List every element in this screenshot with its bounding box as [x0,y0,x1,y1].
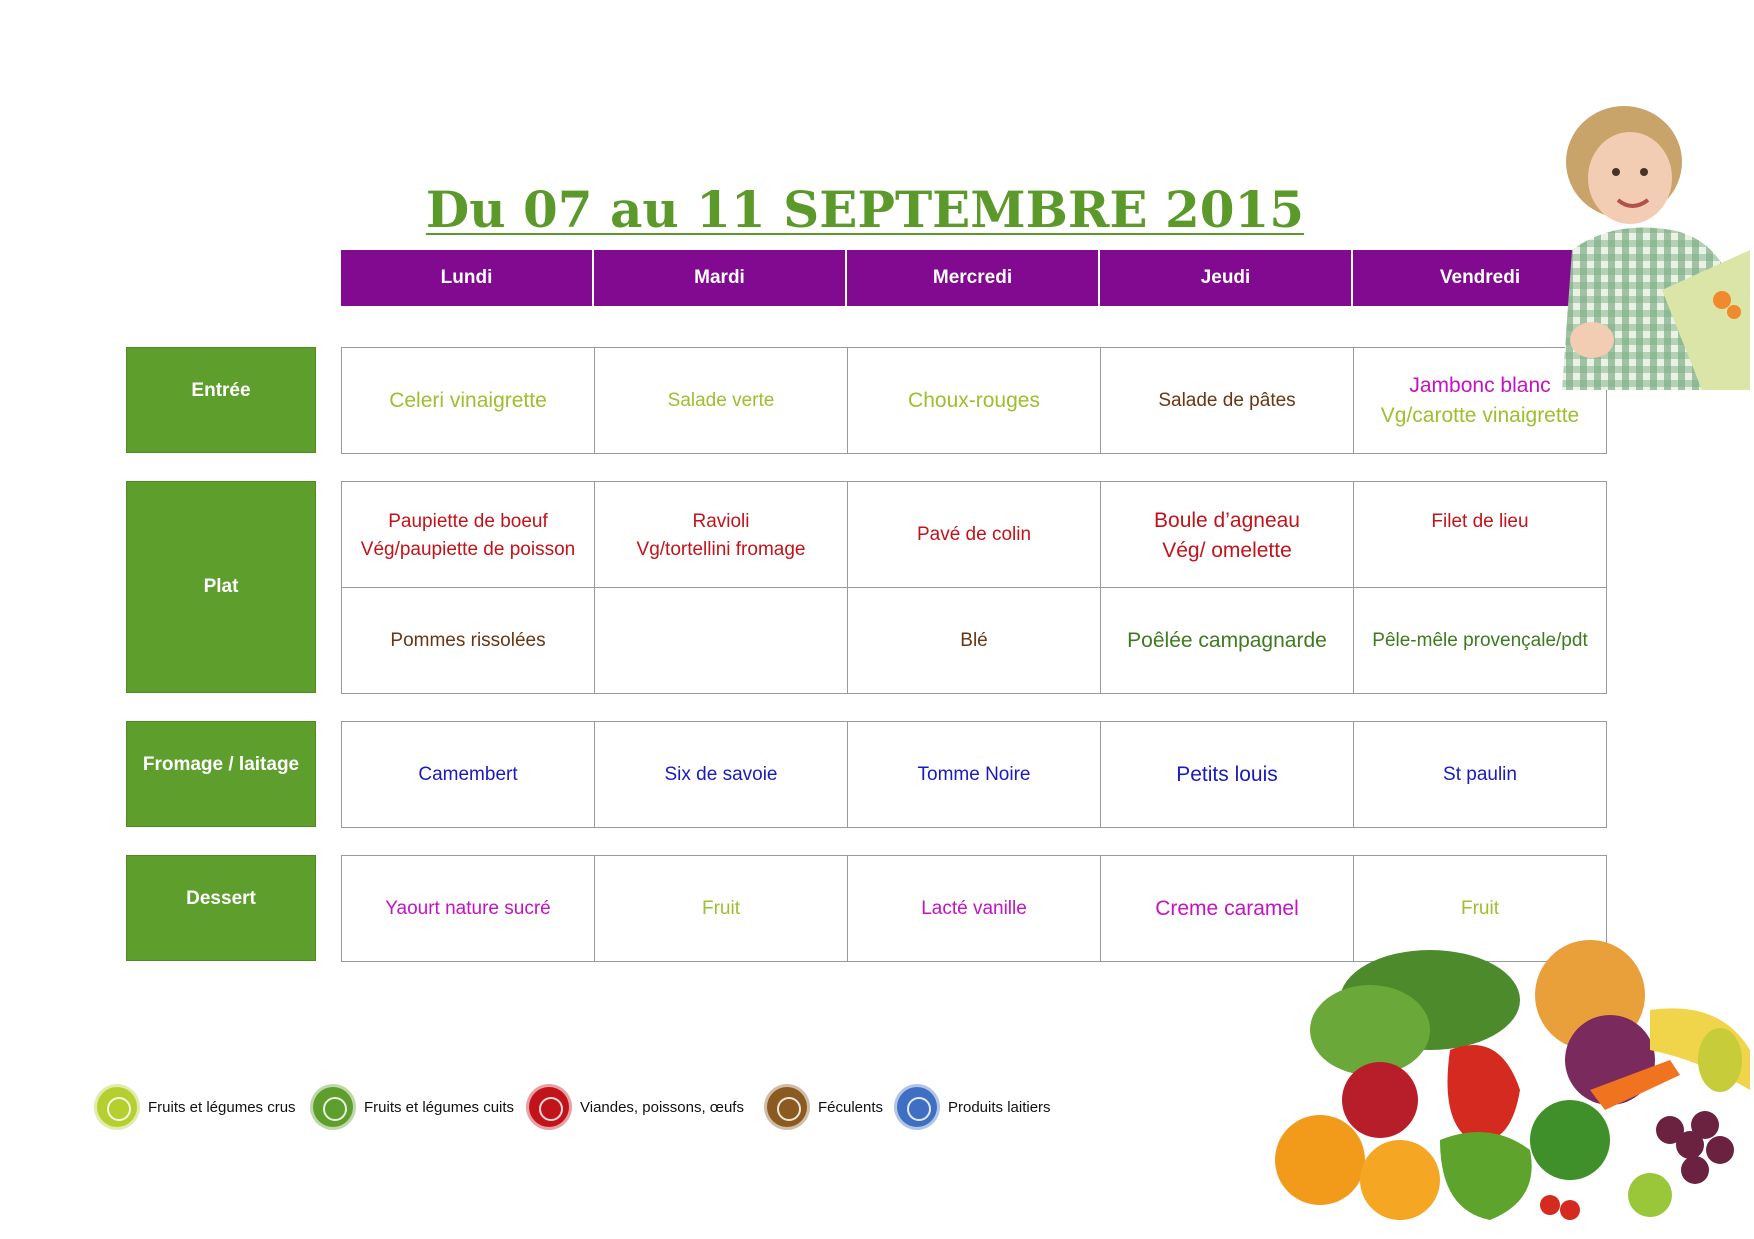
legend-label: Produits laitiers [948,1098,1051,1116]
plat-main-cell-mercredi [847,481,1101,588]
day-header-jeudi: Jeudi [1100,250,1353,306]
dish-text: Salade verte [667,389,775,411]
dish-text: Pommes rissolées [390,629,546,651]
vegetables-illustration [1250,940,1754,1230]
dish-text: Fruit [702,897,740,919]
dish-text: Jambonc blanc [1409,373,1551,397]
dish-text: Filet de lieu [1431,511,1529,532]
dessert-cell-lundi [341,855,595,962]
legend-item-cuits [310,1084,514,1130]
entree-cell-lundi [341,347,595,454]
dish-text: Pavé de colin [916,523,1032,545]
dish-text: Tomme Noire [917,763,1031,785]
dessert-cell-mardi [594,855,848,962]
legend-label: Féculents [818,1098,884,1116]
dish-text: St paulin [1443,763,1517,785]
dish-text: Boule d’agneau [1154,509,1300,532]
fromage-cell-jeudi [1100,721,1354,828]
dish-text: Pêle-mêle provençale/pdt [1372,629,1588,651]
plat-side-cell-vendredi [1353,587,1607,694]
dish-text: Vg/tortellini fromage [636,539,806,560]
dish-text: Vg/carotte vinaigrette [1380,403,1580,427]
entree-cell-mardi [594,347,848,454]
dish-text: Petits louis [1176,762,1278,786]
fromage-cell-lundi [341,721,595,828]
legend-label: Viandes, poissons, œufs [580,1098,744,1116]
plat-main-cell-jeudi [1100,481,1354,588]
dish-text: Paupiette de boeuf [388,511,548,532]
dish-text: Yaourt nature sucré [385,897,551,919]
dish-text: Choux-rouges [908,388,1040,412]
row-label-fromage: Fromage / laitage [126,721,316,827]
plat-main-cell-mardi [594,481,848,588]
entree-cell-mercredi [847,347,1101,454]
fromage-cell-mercredi [847,721,1101,828]
dish-text: Poêlée campagnarde [1127,628,1327,652]
dish-text: Blé [960,629,988,651]
feculents-badge-icon [764,1084,810,1130]
row-label-dessert: Dessert [126,855,316,961]
day-header-vendredi: Vendredi [1353,250,1607,306]
dish-text: Ravioli [692,511,750,532]
dish-text: Camembert [418,763,518,785]
legend-item-feculents [764,1084,883,1130]
fromage-cell-vendredi [1353,721,1607,828]
fruits-legumes-cuits-badge-icon [310,1084,356,1130]
child-photo-illustration [1552,100,1750,390]
legend-item-laitiers [894,1084,1051,1130]
day-header-lundi: Lundi [341,250,594,306]
dessert-cell-mercredi [847,855,1101,962]
plat-main-cell-vendredi [1353,481,1607,588]
dish-text: Lacté vanille [921,897,1027,919]
produits-laitiers-badge-icon [894,1084,940,1130]
menu-title: Du 07 au 11 SEPTEMBRE 2015 [425,180,1305,239]
plat-side-cell-mardi [594,587,848,694]
fromage-cell-mardi [594,721,848,828]
fruits-legumes-crus-badge-icon [94,1084,140,1130]
dish-text: Six de savoie [664,763,778,785]
row-label-entree: Entrée [126,347,316,453]
legend-item-crus [94,1084,296,1130]
plat-side-cell-mercredi [847,587,1101,694]
viandes-poissons-oeufs-badge-icon [526,1084,572,1130]
legend-item-viandes [526,1084,744,1130]
row-label-plat: Plat [126,481,316,693]
dish-text: Celeri vinaigrette [389,388,547,412]
dish-text: Salade de pâtes [1158,389,1296,411]
legend-label: Fruits et légumes crus [148,1098,296,1116]
dish-text: Fruit [1461,897,1499,919]
dish-text: Vég/paupiette de poisson [360,539,576,560]
dish-text: Creme caramel [1155,896,1299,920]
plat-main-cell-lundi [341,481,595,588]
dish-text: Vég/ omelette [1162,539,1292,562]
legend-label: Fruits et légumes cuits [364,1098,515,1116]
plat-side-cell-lundi [341,587,595,694]
day-header-mardi: Mardi [594,250,847,306]
entree-cell-jeudi [1100,347,1354,454]
day-header-mercredi: Mercredi [847,250,1100,306]
plat-side-cell-jeudi [1100,587,1354,694]
